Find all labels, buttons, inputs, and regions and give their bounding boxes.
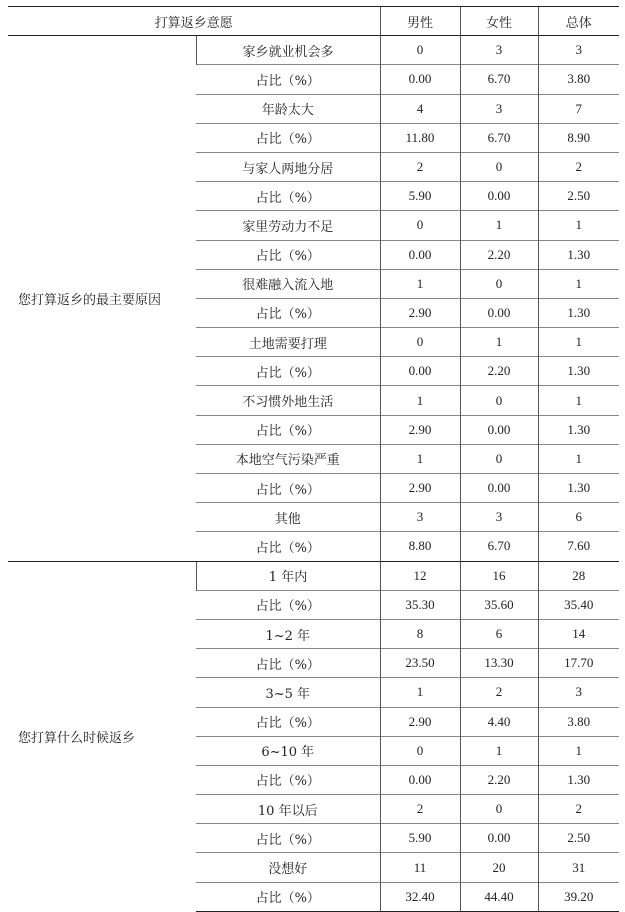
row-label: 土地需要打理	[196, 328, 380, 357]
total-value: 1.30	[538, 357, 619, 386]
female-value: 4.40	[460, 707, 538, 736]
male-value: 2	[380, 152, 460, 181]
row-label: 没想好	[196, 853, 380, 882]
male-value: 2.90	[380, 474, 460, 503]
row-label: 与家人两地分居	[196, 152, 380, 181]
total-value: 1	[538, 269, 619, 298]
female-value: 0.00	[460, 824, 538, 853]
total-value: 14	[538, 619, 619, 648]
row-label: 占比（%）	[196, 123, 380, 152]
female-value: 0.00	[460, 298, 538, 327]
row-label: 占比（%）	[196, 590, 380, 619]
male-value: 2.90	[380, 707, 460, 736]
male-value: 23.50	[380, 649, 460, 678]
total-value: 39.20	[538, 882, 619, 911]
header-category: 打算返乡意愿	[8, 7, 380, 36]
total-value: 3	[538, 678, 619, 707]
total-value: 3	[538, 36, 619, 65]
female-value: 44.40	[460, 882, 538, 911]
total-value: 8.90	[538, 123, 619, 152]
total-value: 2	[538, 152, 619, 181]
row-label: 很难融入流入地	[196, 269, 380, 298]
total-value: 2.50	[538, 824, 619, 853]
male-value: 2.90	[380, 415, 460, 444]
total-value: 2.50	[538, 182, 619, 211]
female-value: 2	[460, 678, 538, 707]
female-value: 20	[460, 853, 538, 882]
male-value: 3	[380, 503, 460, 532]
total-value: 6	[538, 503, 619, 532]
row-label: 占比（%）	[196, 65, 380, 94]
row-label: 占比（%）	[196, 298, 380, 327]
row-label: 占比（%）	[196, 240, 380, 269]
female-value: 35.60	[460, 590, 538, 619]
row-label: 占比（%）	[196, 882, 380, 911]
total-value: 1	[538, 444, 619, 473]
total-value: 1.30	[538, 240, 619, 269]
row-label: 3~5 年	[196, 678, 380, 707]
male-value: 5.90	[380, 824, 460, 853]
row-label: 占比（%）	[196, 357, 380, 386]
male-value: 0.00	[380, 357, 460, 386]
total-value: 2	[538, 795, 619, 824]
row-label: 1 年内	[196, 561, 380, 590]
male-value: 4	[380, 94, 460, 123]
table-row	[8, 561, 619, 590]
row-label: 占比（%）	[196, 824, 380, 853]
female-value: 2.20	[460, 357, 538, 386]
row-label: 其他	[196, 503, 380, 532]
male-value: 0	[380, 36, 460, 65]
female-value: 0	[460, 152, 538, 181]
total-value: 3.80	[538, 65, 619, 94]
male-value: 1	[380, 444, 460, 473]
total-value: 1	[538, 386, 619, 415]
row-label: 1~2 年	[196, 619, 380, 648]
table-row	[8, 36, 619, 65]
total-value: 1.30	[538, 298, 619, 327]
female-value: 1	[460, 211, 538, 240]
row-label: 占比（%）	[196, 707, 380, 736]
female-value: 0	[460, 444, 538, 473]
male-value: 1	[380, 386, 460, 415]
total-value: 28	[538, 561, 619, 590]
female-value: 0.00	[460, 182, 538, 211]
header-male: 男性	[380, 7, 460, 36]
row-label: 本地空气污染严重	[196, 444, 380, 473]
total-value: 35.40	[538, 590, 619, 619]
female-value: 0	[460, 269, 538, 298]
male-value: 11.80	[380, 123, 460, 152]
total-value: 1.30	[538, 765, 619, 794]
header-row	[8, 7, 619, 36]
group-label: 您打算什么时候返乡	[18, 730, 136, 746]
female-value: 0	[460, 386, 538, 415]
male-value: 0.00	[380, 765, 460, 794]
total-value: 1.30	[538, 415, 619, 444]
group-label: 您打算返乡的最主要原因	[8, 36, 196, 561]
female-value: 13.30	[460, 649, 538, 678]
female-value: 1	[460, 736, 538, 765]
female-value: 0	[460, 795, 538, 824]
row-label: 占比（%）	[196, 532, 380, 561]
row-label: 家乡就业机会多	[196, 36, 380, 65]
male-value: 8.80	[380, 532, 460, 561]
male-value: 0	[380, 736, 460, 765]
male-value: 0.00	[380, 240, 460, 269]
female-value: 16	[460, 561, 538, 590]
header-female: 女性	[460, 7, 538, 36]
row-label: 不习惯外地生活	[196, 386, 380, 415]
row-label: 10 年以后	[196, 795, 380, 824]
row-label: 占比（%）	[196, 474, 380, 503]
male-value: 5.90	[380, 182, 460, 211]
male-value: 32.40	[380, 882, 460, 911]
row-label: 家里劳动力不足	[196, 211, 380, 240]
row-label: 年龄太大	[196, 94, 380, 123]
male-value: 2	[380, 795, 460, 824]
male-value: 2.90	[380, 298, 460, 327]
female-value: 3	[460, 94, 538, 123]
male-value: 8	[380, 619, 460, 648]
female-value: 3	[460, 36, 538, 65]
total-value: 1.30	[538, 474, 619, 503]
group-return-timing	[8, 561, 619, 911]
male-value: 11	[380, 853, 460, 882]
total-value: 17.70	[538, 649, 619, 678]
female-value: 6.70	[460, 123, 538, 152]
male-value: 1	[380, 678, 460, 707]
female-value: 6.70	[460, 532, 538, 561]
male-value: 12	[380, 561, 460, 590]
male-value: 0	[380, 211, 460, 240]
female-value: 0.00	[460, 415, 538, 444]
male-value: 0.00	[380, 65, 460, 94]
female-value: 1	[460, 328, 538, 357]
total-value: 3.80	[538, 707, 619, 736]
row-label: 占比（%）	[196, 182, 380, 211]
row-label: 占比（%）	[196, 649, 380, 678]
total-value: 7.60	[538, 532, 619, 561]
male-value: 35.30	[380, 590, 460, 619]
total-value: 31	[538, 853, 619, 882]
female-value: 3	[460, 503, 538, 532]
male-value: 1	[380, 269, 460, 298]
total-value: 1	[538, 736, 619, 765]
female-value: 6.70	[460, 65, 538, 94]
total-value: 1	[538, 211, 619, 240]
survey-table	[8, 6, 619, 912]
group-return-reasons	[8, 36, 619, 561]
female-value: 0.00	[460, 474, 538, 503]
row-label: 占比（%）	[196, 765, 380, 794]
row-label: 6~10 年	[196, 736, 380, 765]
female-value: 2.20	[460, 765, 538, 794]
female-value: 2.20	[460, 240, 538, 269]
female-value: 6	[460, 619, 538, 648]
row-label: 占比（%）	[196, 415, 380, 444]
header-total: 总体	[538, 7, 619, 36]
male-value: 0	[380, 328, 460, 357]
total-value: 7	[538, 94, 619, 123]
total-value: 1	[538, 328, 619, 357]
